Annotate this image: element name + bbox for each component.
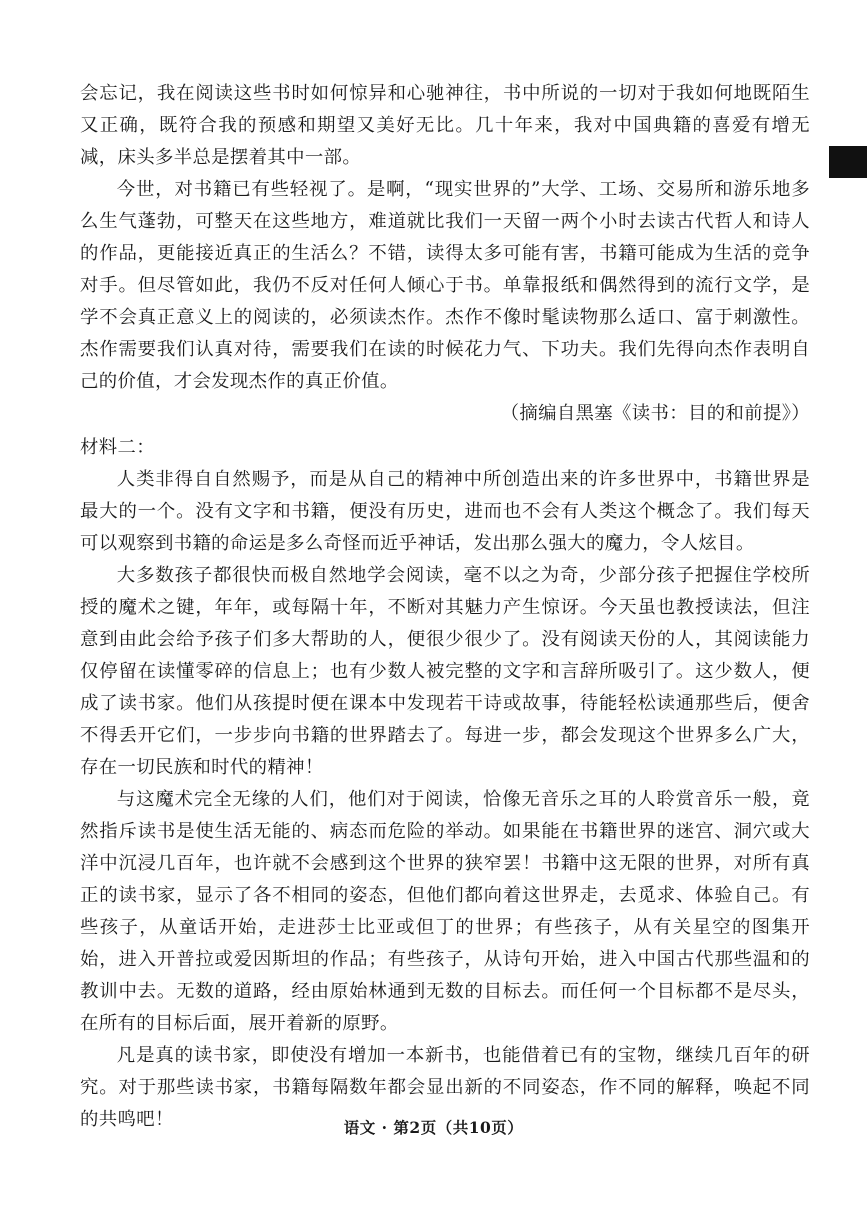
source-citation: （摘编自黑塞《读书：目的和前提》） [500, 403, 810, 424]
paragraph-continuation: 会忘记，我在阅读这些书时如何惊异和心驰神往，书中所说的一切对于我如何地既陌生又正确，既符合我的预感和期望又美好无比。几十年来，我对中国典籍的喜爱有增无减，床头多半总是摆着其中一部。 [80, 83, 810, 168]
document-body [80, 78, 810, 1136]
page-edge-marker [829, 146, 867, 178]
material-two-label: 材料二： [80, 437, 155, 458]
paragraph: 凡是真的读书家，即使没有增加一本新书，也能借着已有的宝物，继续几百年的研究。对于那些读书家，书籍每隔数年都会显出新的不同姿态，作不同的解释，唤起不同的共鸣吧！ [80, 1045, 810, 1130]
page-footer: 语文 · 第2页（共10页） [343, 1118, 524, 1137]
paragraph: 大多数孩子都很快而极自然地学会阅读，毫不以之为奇，少部分孩子把握住学校所授的魔术之键，年年，或每隔十年，不断对其魅力产生惊讶。今天虽也教授读法，但注意到由此会给予孩子们多大帮助的人，便很少很少了。没有阅读天份的人，其阅读能力仅停留在读懂零碎的信息上；也有少数人被完整的文字和言辞所吸引了。这少数人，便成了读书家。他们从孩提时便在课本中发现若干诗或故事，待能轻松读通那些后，便舍不得丢开它们，一步步向书籍的世界踏去了。每进一步，都会发现这个世界多么广大，存在一切民族和时代的精神！ [80, 565, 810, 778]
paragraph: 今世，对书籍已有些轻视了。是啊，“现实世界的”大学、工场、交易所和游乐地多么生气蓬勃，可整天在这些地方，难道就比我们一天留一两个小时去读古代哲人和诗人的作品，更能接近真正的生活么？不错，读得太多可能有害，书籍可能成为生活的竞争对手。但尽管如此，我仍不反对任何人倾心于书。单靠报纸和偶然得到的流行文学，是学不会真正意义上的阅读的，必须读杰作。杰作不像时髦读物那么适口、富于刺激性。杰作需要我们认真对待，需要我们在读的时候花力气、下功夫。我们先得向杰作表明自己的价值，才会发现杰作的真正价值。 [80, 179, 810, 392]
paragraph: 人类非得自自然赐予，而是从自己的精神中所创造出来的许多世界中，书籍世界是最大的一个。没有文字和书籍，便没有历史，进而也不会有人类这个概念了。我们每天可以观察到书籍的命运是多么奇怪而近乎神话，发出那么强大的魔力，令人炫目。 [80, 469, 810, 554]
paragraph: 与这魔术完全无缘的人们，他们对于阅读，恰像无音乐之耳的人聆赏音乐一般，竟然指斥读书是使生活无能的、病态而危险的举动。如果能在书籍世界的迷宫、洞穴或大洋中沉浸几百年，也许就不会感到这个世界的狭窄罢！书籍中这无限的世界，对所有真正的读书家，显示了各不相同的姿态，但他们都向着这世界走，去觅求、体验自己。有些孩子，从童话开始，走进莎士比亚或但丁的世界；有些孩子，从有关星空的图集开始，进入开普拉或爱因斯坦的作品；有些孩子，从诗句开始，进入中国古代那些温和的教训中去。无数的道路，经由原始林通到无数的目标去。而任何一个目标都不是尽头，在所有的目标后面，展开着新的原野。 [80, 789, 810, 1034]
